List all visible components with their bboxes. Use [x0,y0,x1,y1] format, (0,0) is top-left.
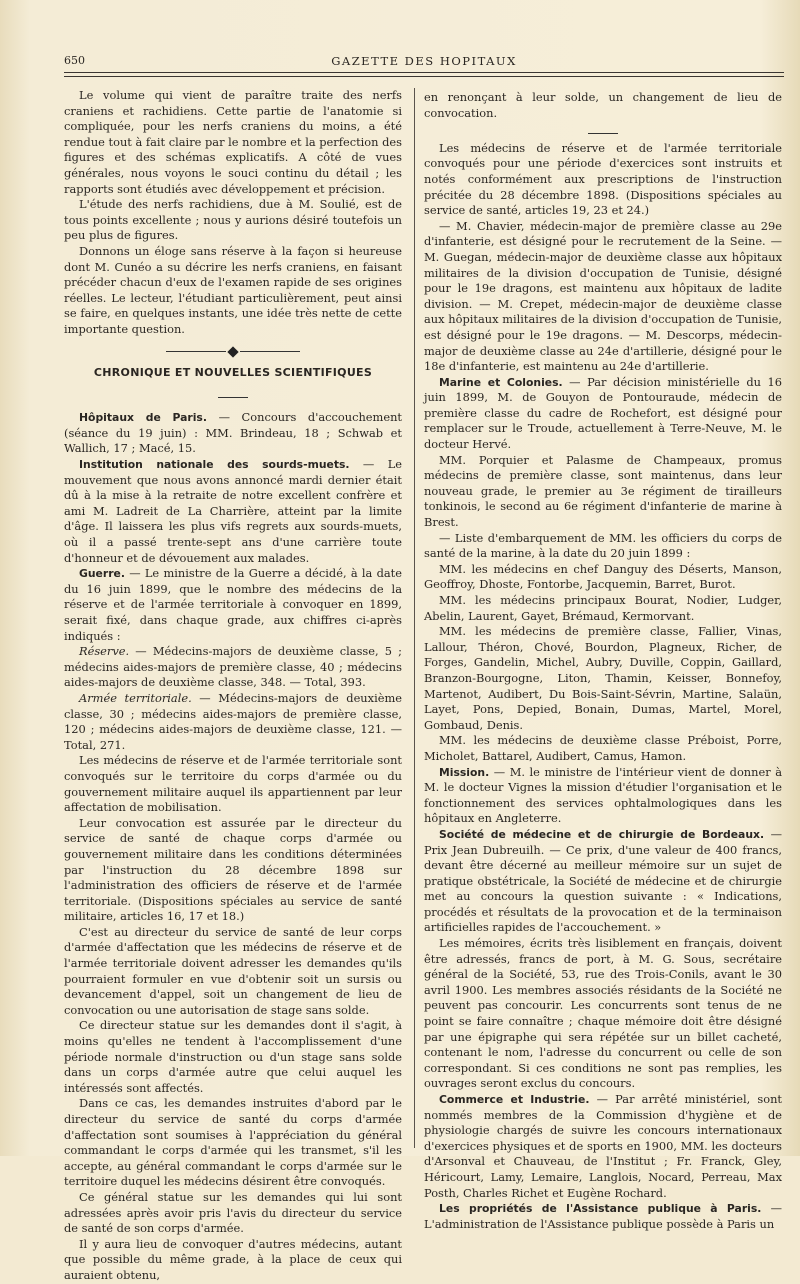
body-paragraph: Les médecins de réserve et de l'armée territoriale convoqués pour une période d'exercices sont instruits et notés conformément aux prescriptions de l'instruction précitée du 28 décembre 1898. (Dispositions spéciales au service de santé, articles 19, 23 et 24.) [424,140,782,218]
reserve-text: — Médecins-majors de deuxième classe, 5 ; médecins aides-majors de première classe, 40 ; médecins aides-majors de deuxième classe, 348. — Total, 393. [64,644,402,690]
news-item-sourds-muets [64,457,402,566]
news-text: — Concours d'accouchement (séance du 19 juin) : MM. Brindeau, 18 ; Schwab et Wallich, 17 ; Macé, 15. [64,410,402,456]
news-text: — Prix Jean Dubreuilh. — Ce prix, d'une valeur de 400 francs, devant être décerné au meilleur mémoire sur un sujet de pratique obstétricale, la Société de médecine et de chirurgie met au concours la question suivante : « Indications, procédés et résultats de la provocation et de la terminaison artificielles rapides de l'accouchement. » [424,826,782,935]
news-text: — Le mouvement que nous avons annoncé mardi dernier était dû à la mise à la retraite de notre excellent confrère et ami M. Ladreit de La Charrière, atteint par la limite d'âge. Il laissera les plus vifs regrets aux sourds-muets, où il a passé trente-sept ans d'une carrière toute d'honneur et de dévouement aux malades. [64,457,403,565]
journal-title: GAZETTE DES HOPITAUX [331,54,517,68]
news-item-marine [424,375,782,453]
news-heading: Société de médecine et de chirurgie de Bordeaux. [439,827,765,841]
right-column [424,90,782,1232]
body-paragraph: en renonçant à leur solde, un changement de lieu de convocation. [424,90,782,120]
body-paragraph: — M. Chavier, médecin-major de première classe au 29e d'infanterie, est désigné pour le recrutement de la Seine. — M. Guegan, médecin-major de deuxième classe aux hôpitaux militaires de la division d'occupation de Tunisie, désigné pour le 19e dragons, est maintenu aux hôpitaux de ladite division. — M. Crepet, médecin-major de deuxième classe aux hôpitaux militaires de la division d'occupation de Tunisie, est désigné pour le 19e dragons. — M. Descorps, médecin-major de deuxième classe au 24e d'artillerie, désigné pour le 18e d'infanterie, est maintenu au 24e d'artillerie. [424,218,782,374]
body-paragraph: Dans ce cas, les demandes instruites d'abord par le directeur du service de santé du corps d'armée d'affectation sont soumises à l'appréciation du général commandant le corps d'armée qui les transmet, s'il les accepte, au général commandant le corps d'armée sur le territoire duquel les médecins désirent être convoqués. [64,1096,402,1189]
short-rule [424,123,782,139]
news-text: — M. le ministre de l'intérieur vient de donner à M. le docteur Vignes la mission d'étudier l'organisation et le fonctionnement des services ophtalmologiques dans les hôpitaux en Angleterre. [424,764,782,826]
news-heading: Institution nationale des sourds-muets. [79,458,350,472]
news-heading: Guerre. [79,567,125,581]
section-title: CHRONIQUE ET NOUVELLES SCIENTIFIQUES [93,366,373,380]
body-paragraph: MM. les médecins en chef Danguy des Déserts, Manson, Geoffroy, Dhoste, Fontorbe, Jacquemin, Barret, Burot. [424,561,782,592]
short-rule [64,387,402,403]
news-item-mission [424,765,782,827]
page-header [64,54,784,72]
news-text: — Par décision ministérielle du 16 juin 1899, M. de Gouyon de Pontouraude, médecin de première classe du cadre de Rochefort, est désigné pour remplacer sur le Troude, actuellement à Terre-Neuve, M. le docteur Hervé. [424,374,782,452]
territoriale-label: Armée territoriale. [79,690,192,705]
reserve-paragraph [64,644,402,691]
body-paragraph: Les mémoires, écrits très lisiblement en français, doivent être adressés, francs de port, à M. G. Sous, secrétaire général de la Société, 53, rue des Trois-Conils, avant le 30 avril 1900. Les membres associés résidants de la Société ne peuvent pas concourir. Les concurrents sont tenus de ne point se faire connaître ; chaque mémoire doit être désigné par une épigraphe qui sera répétée sur un billet cacheté, contenant le nom, l'adresse du concurrent ou celle de son correspondant. Si ces conditions ne sont pas remplies, les ouvrages seront exclus du concours. [424,936,782,1091]
body-paragraph: MM. les médecins de première classe, Fallier, Vinas, Lallour, Théron, Chové, Bourdon, Plagneux, Richer, de Forges, Gandelin, Michel, Aubry, Duville, Coppin, Gaillard, Branzon-Bourgogne, Liton, Thamin, Keisser, Bonnefoy, Martenot, Audibert, Du Bois-Saint-Sévrin, Martine, Salaün, Layet, Pons, Depied, Bonain, Dumas, Martel, Morel, Gombaud, Denis. [424,624,782,732]
left-column [64,88,402,1284]
body-paragraph: Ce directeur statue sur les demandes dont il s'agit, à moins qu'elles ne tendent à l'accomplissement d'une période normale d'instruction ou d'un stage sans solde dans un corps d'armée autre que celui auquel les intéressés sont affectés. [64,1018,402,1095]
body-paragraph: MM. Porquier et Palasme de Champeaux, promus médecins de première classe, sont maintenus, dans leur nouveau grade, le premier au 3e régiment de tirailleurs tonkinois, le second au 6e régiment d'infanterie de marine à Brest. [424,452,782,530]
news-item-bordeaux [424,827,782,936]
news-item-guerre [64,566,402,644]
reserve-label: Réserve. [79,644,130,659]
review-paragraph: Le volume qui vient de paraître traite des nerfs craniens et rachidiens. Cette partie de l'anatomie si compliquée, pour les nerfs craniens du moins, a été rendue tout à fait claire par le nombre et la perfection des figures et des schémas explicatifs. A côté de vues générales, nous voyons le souci continu du détail ; les rapports sont étudiés avec développement et précision. [64,88,402,196]
news-heading: Les propriétés de l'Assistance publique à Paris. [439,1202,762,1216]
territoriale-text: — Médecins-majors de deuxième classe, 30 ; médecins aides-majors de première classe, 120 ; médecins aides-majors de deuxième classe, 121. — Total, 271. [64,690,402,752]
header-rule-double [64,76,784,77]
news-heading: Marine et Colonies. [439,375,563,389]
news-item-assistance [424,1201,782,1232]
body-paragraph: MM. les médecins de deuxième classe Préboist, Porre, Micholet, Battarel, Audibert, Camus, Hamon. [424,733,782,763]
ornament-divider [64,344,402,360]
news-item-commerce [424,1092,782,1201]
news-text: — Par arrêté ministériel, sont nommés membres de la Commission d'hygiène et de physiologie chargés de suivre les concours internationaux d'exercices physiques et de sports en 1900, MM. les docteurs d'Arsonval et Chauveau, de l'Institut ; Fr. Franck, Gley, Héricourt, Lamy, Lemaire, Langlois, Nocard, Perreau, Max Posth, Charles Richet et Eugène Rochard. [424,1092,783,1200]
body-paragraph: — Liste d'embarquement de MM. les officiers du corps de santé de la marine, à la date du 20 juin 1899 : [424,530,782,561]
body-paragraph: Il y aura lieu de convoquer d'autres médecins, autant que possible du même grade, à la place de ceux qui auraient obtenu, [64,1236,402,1282]
column-divider [414,88,415,1148]
page-number: 650 [64,54,85,67]
body-paragraph: Les médecins de réserve et de l'armée territoriale sont convoqués sur le territoire du corps d'armée ou du gouvernement militaire auquel ils appartiennent par leur affectation de mobilisation. [64,753,402,815]
header-rule [64,72,784,73]
news-text: — Le ministre de la Guerre a décidé, à la date du 16 juin 1899, que le nombre des médecins de la réserve et de l'armée territoriale à convoquer en 1899, serait fixé, dans chaque grade, aux chiffres ci-après indiqués : [64,566,402,643]
review-paragraph: L'étude des nerfs rachidiens, due à M. Soulié, est de tous points excellente ; nous y aurions désiré toutefois un peu plus de figures. [64,197,402,243]
news-heading: Mission. [439,765,490,779]
body-paragraph: C'est au directeur du service de santé de leur corps d'armée d'affectation que les médecins de réserve et de l'armée territoriale doivent adresser les demandes qu'ils pourraient formuler en vue d'obtenir soit un sursis ou devancement d'appel, soit un changement de lieu de convocation ou une autorisation de stage sans solde. [64,924,402,1017]
review-paragraph: Donnons un éloge sans réserve à la façon si heureuse dont M. Cunéo a su décrire les nerfs craniens, en faisant précéder chacun d'eux de l'examen rapide de ses origines réelles. Le lecteur, l'étudiant particulièrement, peut ainsi se faire, en quelques instants, une idée très nette de cette importante question. [64,243,402,336]
body-paragraph: Ce général statue sur les demandes qui lui sont adressées après avoir pris l'avis du directeur du service de santé de son corps d'armée. [64,1189,402,1236]
territoriale-paragraph [64,691,402,753]
news-heading: Hôpitaux de Paris. [79,411,207,425]
news-text: — L'administration de l'Assistance publique possède à Paris un [424,1201,782,1231]
news-item-hopitaux [64,410,402,457]
news-heading: Commerce et Industrie. [439,1093,590,1106]
body-paragraph: MM. les médecins principaux Bourat, Nodier, Ludger, Abelin, Laurent, Gayet, Brémaud, Kermorvant. [424,593,782,623]
body-paragraph: Leur convocation est assurée par le directeur du service de santé de chaque corps d'armée ou gouvernement militaire dans les conditions déterminées par l'instruction du 28 décembre 1898 sur l'administration des officiers de réserve et de l'armée territoriale. (Dispositions spéciales au service de santé militaire, articles 16, 17 et 18.) [64,815,402,924]
